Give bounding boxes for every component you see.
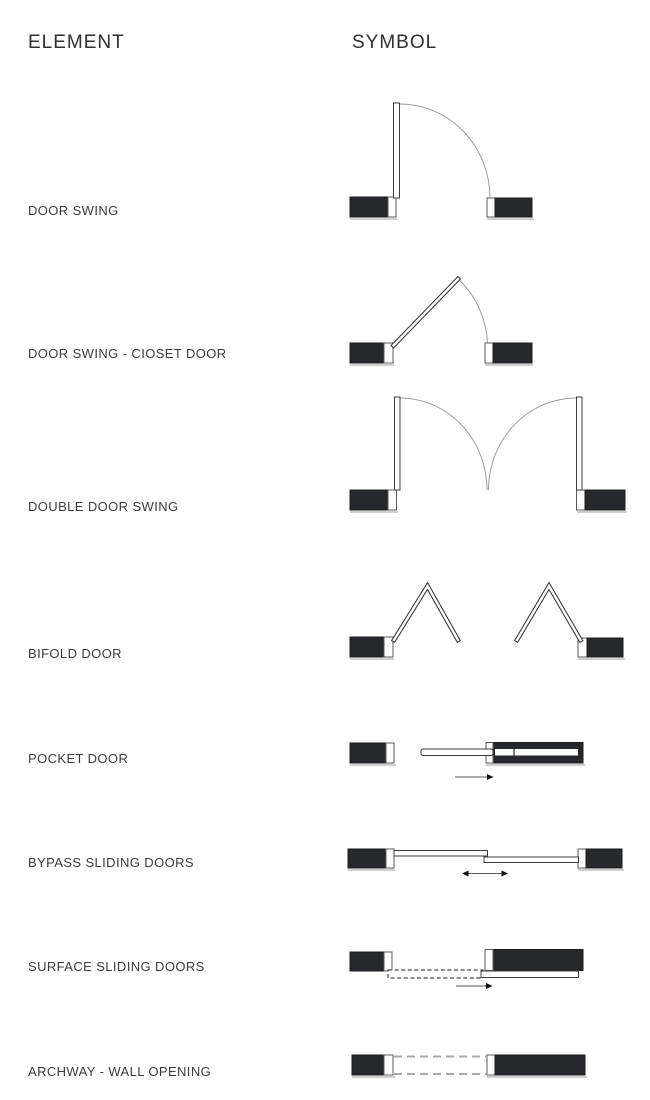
swing-arc [489, 398, 577, 490]
door-leaf [394, 279, 459, 346]
symbol-column-header: SYMBOL [352, 32, 438, 53]
pocket-cavity [495, 749, 578, 756]
double-door-swing-symbol [350, 397, 627, 512]
door-jamb [388, 197, 396, 217]
wall-block [348, 849, 386, 868]
arrowhead-icon [462, 871, 469, 877]
arrowhead-icon [487, 774, 494, 780]
wall-block [587, 638, 623, 657]
row-label-door-swing: DOOR SWING [28, 203, 119, 218]
sliding-door-panel [481, 971, 579, 978]
door-swing-symbol [350, 103, 534, 219]
sliding-door-panel [394, 851, 488, 857]
door-jamb [485, 950, 493, 971]
bifold-leaves [394, 586, 458, 640]
arrowhead-icon [486, 983, 493, 989]
row-label-archway-wall-opening: ARCHWAY - WALL OPENING [28, 1064, 212, 1079]
wall-block [350, 490, 388, 510]
sliding-door-panel [421, 749, 493, 756]
wall-block [350, 952, 384, 971]
wall-block [493, 343, 532, 363]
wall-block [350, 197, 388, 217]
door-jamb [386, 743, 394, 763]
archway-wall-opening-symbol [352, 1055, 587, 1077]
door-jamb [577, 490, 586, 510]
door-leaf [395, 397, 401, 490]
door-jamb [485, 343, 493, 363]
wall-block [352, 1055, 384, 1075]
bifold-leaves [394, 586, 458, 640]
door-jamb [578, 849, 586, 868]
bifold-leaves [517, 586, 581, 640]
swing-arc [459, 279, 488, 343]
wall-block [495, 198, 532, 217]
row-label-closet-door: DOOR SWING - CIOSET DOOR [28, 346, 227, 361]
wall-block [495, 1055, 585, 1075]
door-leaf [394, 103, 400, 198]
row-label-bifold-door: BIFOLD DOOR [28, 646, 122, 661]
door-jamb [384, 1055, 393, 1075]
door-jamb [386, 849, 394, 868]
swing-arc [400, 398, 487, 490]
swing-arc [400, 104, 491, 198]
bifold-leaves [517, 586, 581, 640]
door-jamb [384, 952, 392, 971]
door-jamb [388, 490, 397, 510]
row-label-bypass-sliding-doors: BYPASS SLIDING DOORS [28, 855, 194, 870]
wall-block [586, 849, 622, 868]
closet-door-swing-symbol [350, 279, 533, 365]
row-label-surface-sliding-doors: SURFACE SLIDING DOORS [28, 959, 205, 974]
wall-block [350, 743, 386, 763]
wall-block [585, 490, 625, 510]
arrowhead-icon [502, 871, 509, 877]
wall-block [350, 343, 384, 363]
pocket-door-symbol [350, 743, 585, 781]
surface-sliding-doors-symbol [350, 950, 583, 990]
open-position-dashed-panel [388, 970, 483, 978]
row-label-double-door-swing: DOUBLE DOOR SWING [28, 499, 179, 514]
bifold-door-symbol [350, 586, 625, 659]
door-jamb [487, 198, 495, 217]
bypass-sliding-doors-symbol [348, 849, 624, 877]
wall-block [485, 950, 583, 971]
row-label-pocket-door: POCKET DOOR [28, 751, 129, 766]
door-jamb [487, 1055, 495, 1075]
door-leaf [577, 397, 583, 490]
sliding-door-panel [484, 857, 579, 863]
wall-block [350, 637, 384, 657]
element-column-header: ELEMENT [28, 32, 125, 53]
